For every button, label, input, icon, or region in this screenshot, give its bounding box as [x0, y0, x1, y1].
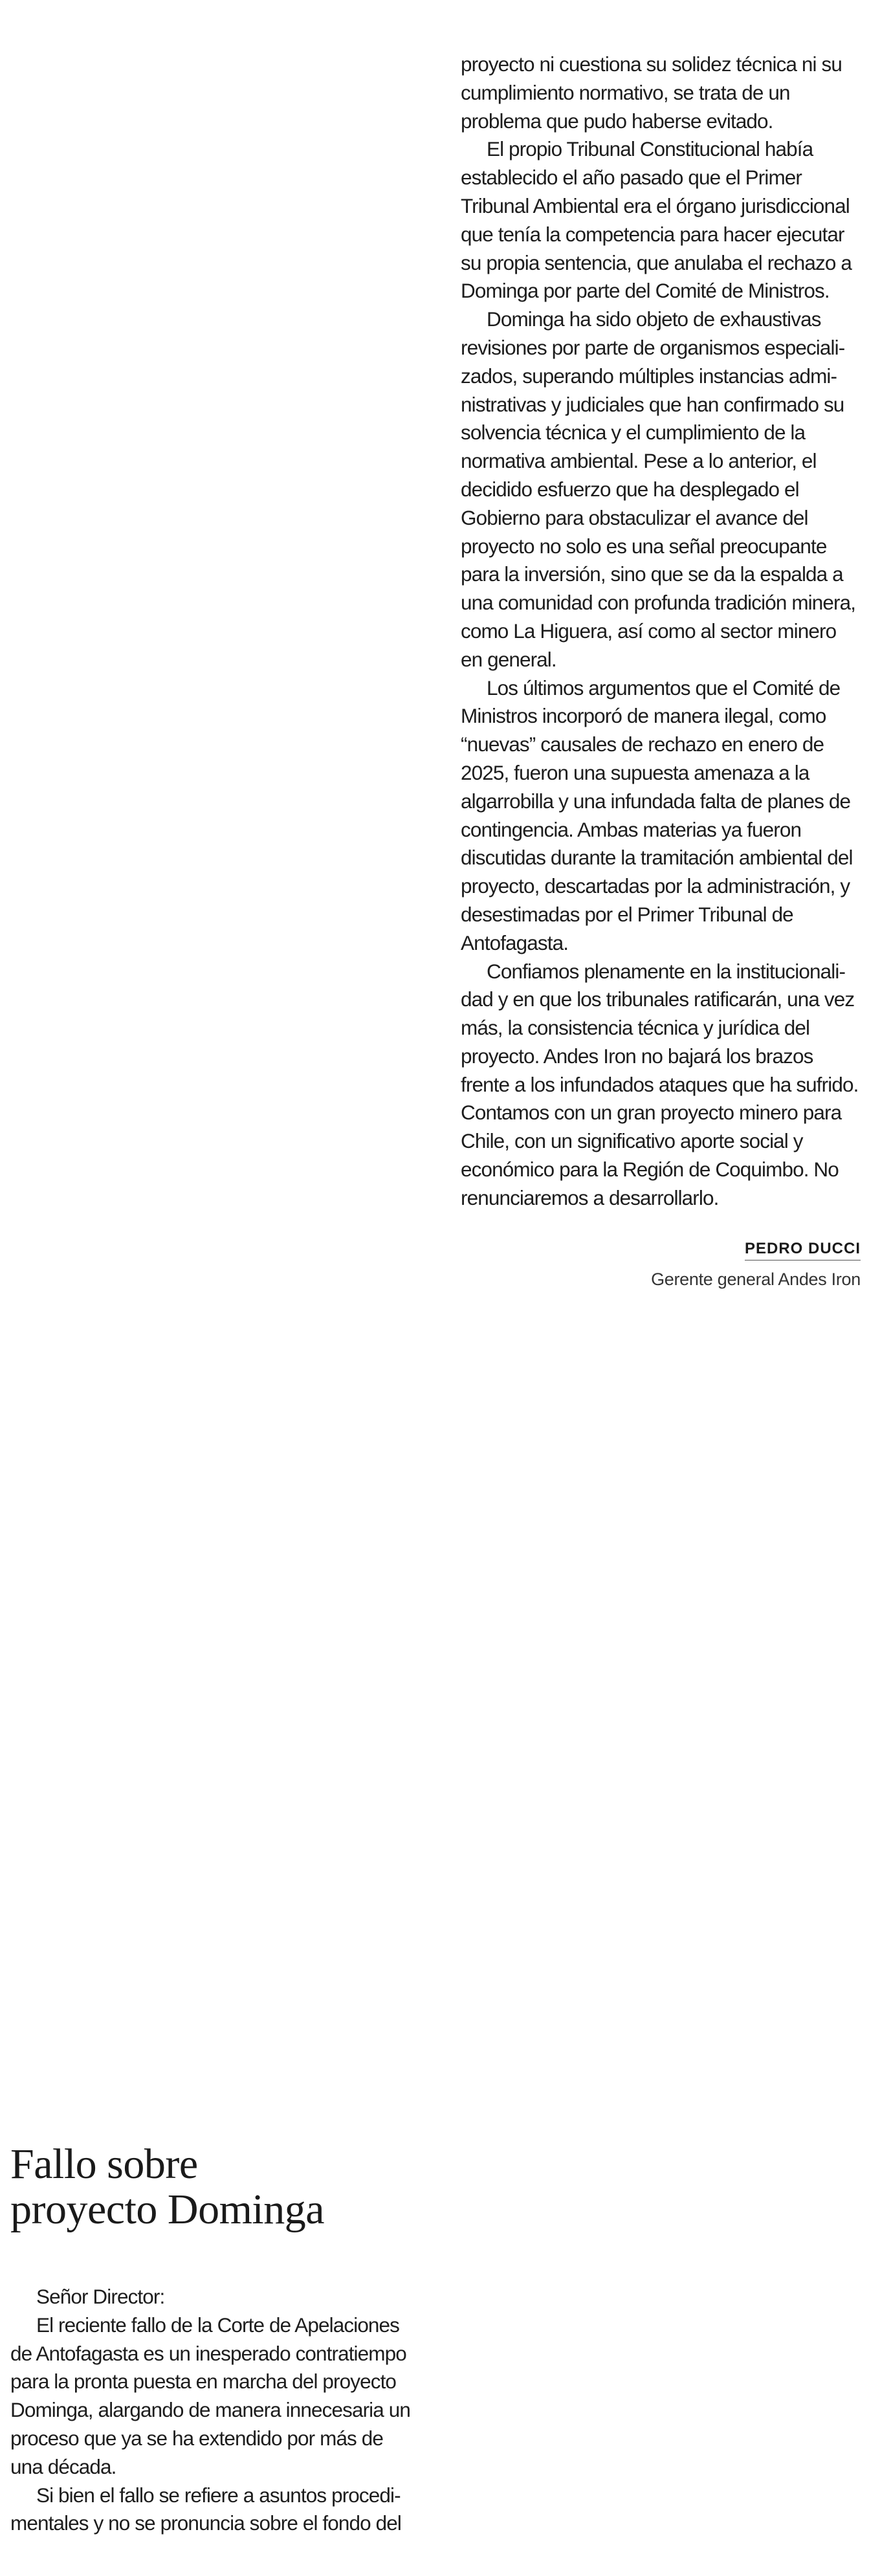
letter-continuation-column: [461, 50, 861, 1213]
signature-role: Gerente general Andes Iron: [651, 1270, 861, 1289]
salutation: Señor Director:: [36, 2285, 165, 2308]
paragraph: Dominga ha sido objeto de exhaustivas revisiones por parte de organismos especializados, superando múltiples instancias administrativas y judiciales que han confirmado su solvencia técnica y el cumplimiento de la normativa ambiental. Pese a lo anterior, el decidido esfuerzo que ha desplegado el Gobierno para obstaculizar el avance del proyecto no solo es una señal preocupante para la inversión, sino que se da la espalda a una comunidad con profunda tradición minera, como La Higuera, así como al sector minero en general.: [461, 307, 856, 671]
paragraph: El propio Tribunal Constitucional había establecido el año pasado que el Primer Tribunal Ambiental era el órgano jurisdiccional que tenía la competencia para hacer ejecutar su propia sentencia, que anulaba el rechazo a Dominga por parte del Comité de Ministros.: [461, 137, 852, 303]
letter-column: [10, 2283, 418, 2538]
letter-headline: [10, 2142, 424, 2232]
headline-line: proyecto Dominga: [10, 2186, 325, 2233]
headline-line: Fallo sobre: [10, 2141, 198, 2188]
paragraph: proyecto ni cuestiona su solidez técnica ni su cumplimiento normativo, se trata de un problema que pudo haberse evitado.: [461, 52, 842, 133]
signature-name: PEDRO DUCCI: [745, 1240, 861, 1260]
paragraph: Los últimos argumentos que el Comité de Ministros incorporó de manera ilegal, como “nuevas” causales de rechazo en enero de 2025, fueron una supuesta amenaza a la algarrobilla y una infundada falta de planes de contingencia. Ambas materias ya fueron discutidas durante la tramitación ambiental del proyecto, descartadas por la administración, y desestimadas por el Primer Tribunal de Antofagasta.: [461, 676, 853, 954]
paragraph: Confiamos plenamente en la institucionalidad y en que los tribunales ratificarán, una vez más, la consistencia técnica y jurídica del proyecto. Andes Iron no bajará los brazos frente a los infundados ataques que ha sufrido. Contamos con un gran proyecto minero para Chile, con un significativo aporte social y económico para la Región de Coquimbo. No renunciaremos a desarrollarlo.: [461, 959, 859, 1209]
paragraph: Si bien el fallo se refiere a asuntos procedimentales y no se pronuncia sobre el fondo del: [10, 2483, 401, 2535]
letter-signature: [461, 1240, 861, 1290]
paragraph: El reciente fallo de la Corte de Apelaciones de Antofagasta es un inesperado contratiempo para la pronta puesta en marcha del proyecto Dominga, alargando de manera innecesaria un proceso que ya se ha extendido por más de una década.: [10, 2313, 410, 2478]
